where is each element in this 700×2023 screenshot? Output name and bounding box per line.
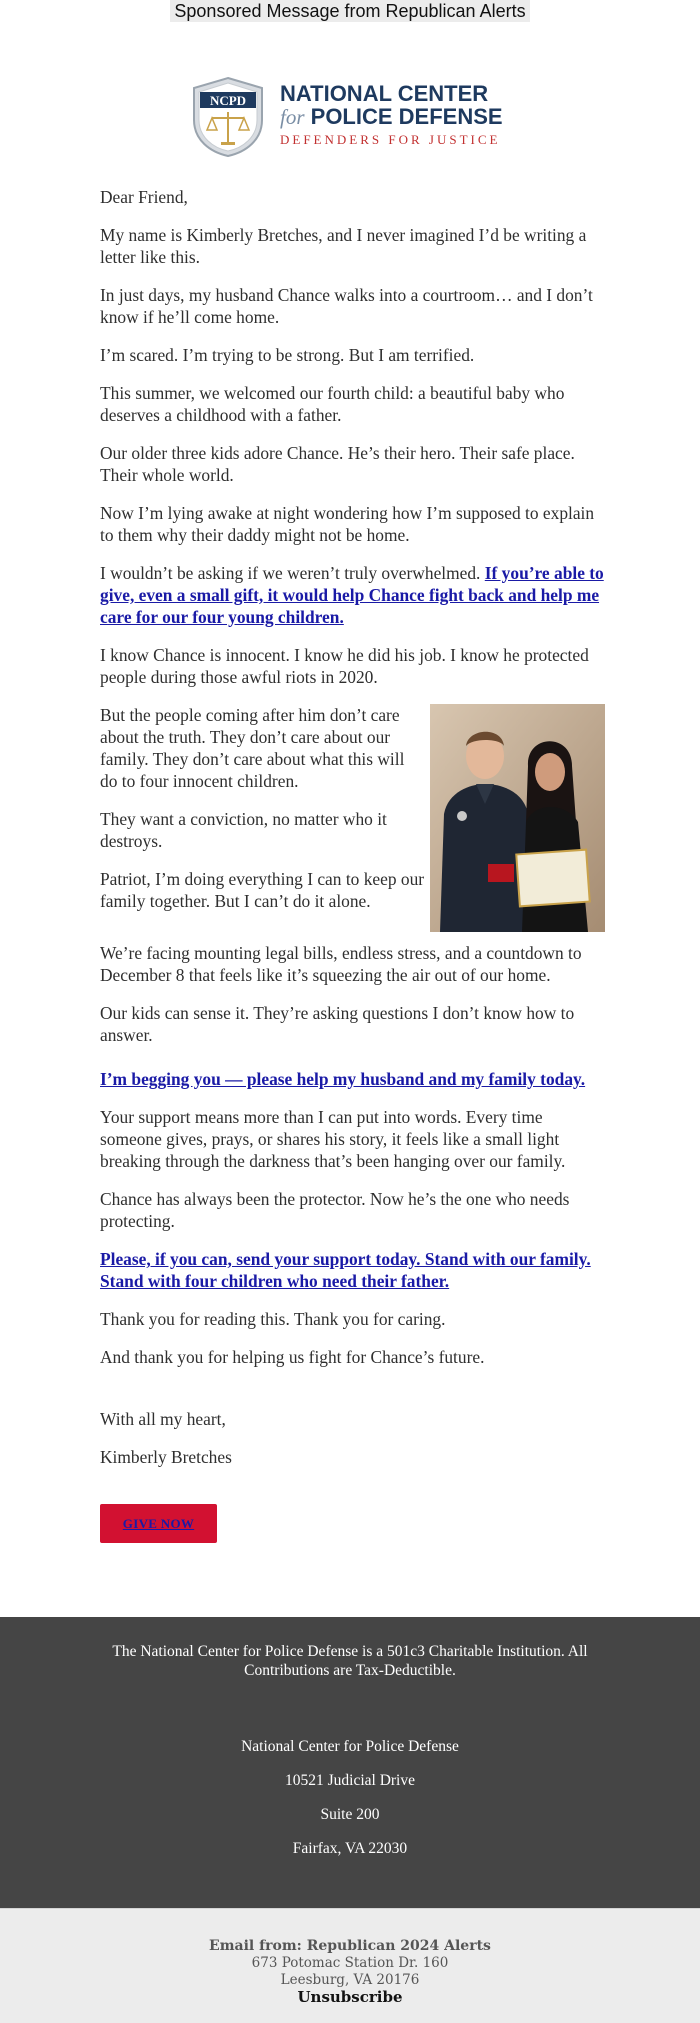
unsubscribe-link[interactable]: Unsubscribe <box>297 1988 403 2006</box>
sponsor-banner <box>0 0 700 24</box>
salutation: Dear Friend, <box>100 187 188 207</box>
donate-link-1[interactable]: If you’re able to give, even a small gift, it would help Chance fight back and help me care for our four young children. <box>100 563 604 627</box>
signature: Kimberly Bretches <box>100 1447 232 1467</box>
logo-title <box>280 82 503 129</box>
link-paragraph-2 <box>100 1068 605 1090</box>
closing: With all my heart, <box>100 1409 226 1429</box>
logo-line2 <box>280 105 503 129</box>
paragraph-10: They want a conviction, no matter who it destroys. <box>100 809 387 851</box>
org-footer <box>0 1617 700 1908</box>
email-footer <box>0 1908 700 2023</box>
paragraph-14: Your support means more than I can put into words. Every time someone gives, prays, or shares his story, it feels like a small light breaking through the darkness that’s been hanging over our family. <box>100 1107 566 1171</box>
paragraph-7-text: I wouldn’t be asking if we weren’t truly overwhelmed. <box>100 563 485 583</box>
org-suite: Suite 200 <box>320 1806 380 1823</box>
paragraph-16: Thank you for reading this. Thank you for caring. <box>100 1309 446 1329</box>
email-city: Leesburg, VA 20176 <box>280 1972 420 1988</box>
link-paragraph-3 <box>100 1248 605 1292</box>
org-name: National Center for Police Defense <box>241 1738 459 1755</box>
paragraph-17: And thank you for helping us fight for Chance’s future. <box>100 1347 485 1367</box>
paragraph-7 <box>100 562 605 628</box>
ncpd-logo[interactable] <box>188 76 508 158</box>
logo-tagline: DEFENDERS FOR JUSTICE <box>280 132 501 147</box>
svg-text:NCPD: NCPD <box>209 93 247 108</box>
logo-line1: NATIONAL CENTER <box>280 81 489 106</box>
org-street: 10521 Judicial Drive <box>284 1772 415 1789</box>
give-now-button[interactable]: GIVE NOW <box>100 1504 217 1543</box>
donate-link-2[interactable]: I’m begging you — please help my husband and my family today. <box>100 1069 586 1089</box>
paragraph-12: We’re facing mounting legal bills, endless stress, and a countdown to December 8 that feels like it’s squeezing the air out of our home. <box>100 943 582 985</box>
paragraph-9: But the people coming after him don’t care about the truth. They don’t care about our family. They don’t care about what this will do to four innocent children. <box>100 705 405 791</box>
paragraph-3: I’m scared. I’m trying to be strong. But I am terrified. <box>100 345 475 365</box>
org-city: Fairfax, VA 22030 <box>292 1840 408 1857</box>
paragraph-1: My name is Kimberly Bretches, and I never imagined I’d be writing a letter like this. <box>100 225 587 267</box>
paragraph-15: Chance has always been the protector. Now he’s the one who needs protecting. <box>100 1189 570 1231</box>
tax-note: The National Center for Police Defense is a 501c3 Charitable Institution. All Contributions are Tax-Deductible. <box>112 1643 588 1679</box>
sponsor-text: Sponsored Message from Republican Alerts <box>170 0 529 22</box>
email-street: 673 Potomac Station Dr. 160 <box>251 1955 449 1971</box>
paragraph-13: Our kids can sense it. They’re asking questions I don’t know how to answer. <box>100 1003 575 1045</box>
org-address <box>0 1730 700 1866</box>
paragraph-2: In just days, my husband Chance walks into a courtroom… and I don’t know if he’ll come home. <box>100 285 593 327</box>
photo-section <box>100 704 605 942</box>
family-photo <box>430 704 605 932</box>
paragraph-8: I know Chance is innocent. I know he did his job. I know he protected people during those awful riots in 2020. <box>100 645 589 687</box>
email-from: Email from: Republican 2024 Alerts <box>209 1938 491 1954</box>
paragraph-5: Our older three kids adore Chance. He’s their hero. Their safe place. Their whole world. <box>100 443 575 485</box>
paragraph-11: Patriot, I’m doing everything I can to keep our family together. But I can’t do it alone. <box>100 869 425 911</box>
logo-for: for <box>280 105 305 129</box>
logo-line2-rest: POLICE DEFENSE <box>310 104 503 129</box>
donate-link-3[interactable]: Please, if you can, send your support today. Stand with our family. Stand with four children who need their father. <box>100 1249 591 1291</box>
paragraph-6: Now I’m lying awake at night wondering how I’m supposed to explain to them why their daddy might not be home. <box>100 503 595 545</box>
paragraph-4: This summer, we welcomed our fourth child: a beautiful baby who deserves a childhood with a father. <box>100 383 565 425</box>
letter-body <box>100 186 605 1543</box>
seal-icon <box>188 76 268 158</box>
